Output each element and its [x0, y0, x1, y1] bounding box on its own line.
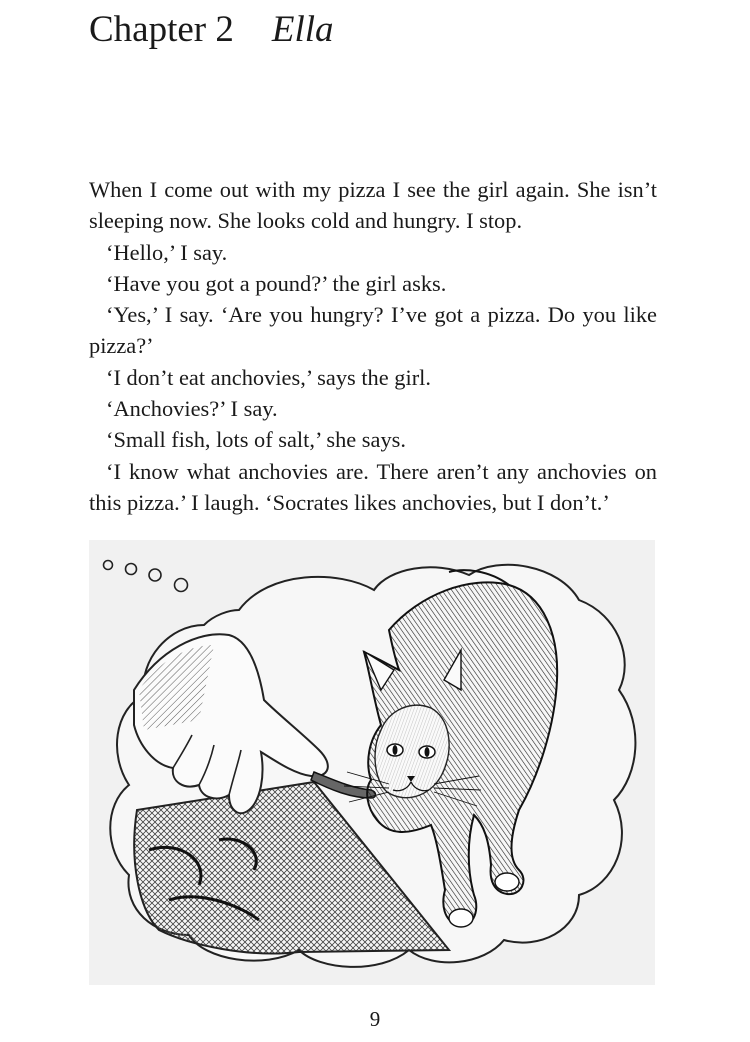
- paragraph: ‘I don’t eat anchovies,’ says the girl.: [106, 364, 431, 390]
- chapter-number: Chapter 2: [89, 9, 234, 50]
- paragraph: When I come out with my pizza I see the girl again. She isn’t sleeping now. She looks cold and hungry. I stop.: [89, 177, 657, 234]
- paragraph: ‘Hello,’ I say.: [106, 239, 228, 265]
- chapter-heading: [89, 8, 334, 52]
- page-number: 9: [369, 1007, 381, 1031]
- story-text: [89, 174, 657, 518]
- paragraph: ‘Anchovies?’ I say.: [106, 396, 278, 422]
- thought-bubbles: [104, 561, 188, 592]
- cat-illustration: [89, 540, 655, 985]
- paragraph: ‘I know what anchovies are. There aren’t any anchovies on this pizza.’ I laugh. ‘Socrates likes anchovies, but I don’t.’: [89, 458, 657, 515]
- paragraph: ‘Yes,’ I say. ‘Are you hungry? I’ve got a pizza. Do you like pizza?’: [89, 302, 657, 359]
- paragraph: ‘Have you got a pound?’ the girl asks.: [106, 270, 447, 296]
- paragraph: ‘Small fish, lots of salt,’ she says.: [106, 427, 406, 453]
- chapter-title: Ella: [271, 9, 334, 50]
